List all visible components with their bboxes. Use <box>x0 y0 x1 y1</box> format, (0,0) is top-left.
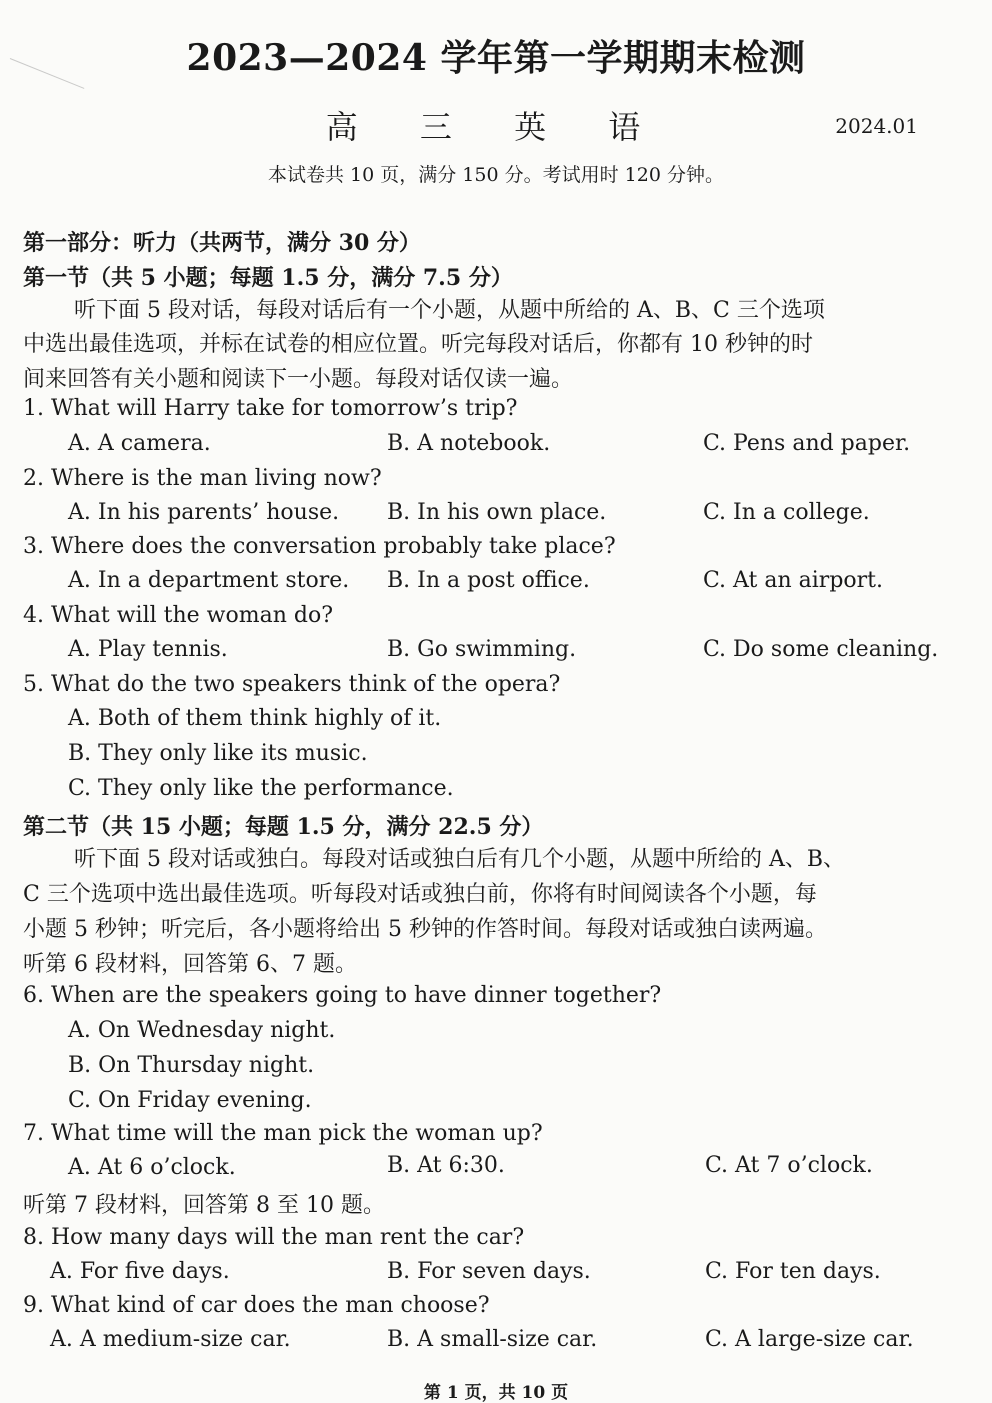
question-9-option-a: A. A medium-size car. <box>50 1327 291 1352</box>
question-3-option-a: A. In a department store. <box>68 568 350 593</box>
question-2-stem: 2. Where is the man living now? <box>23 466 382 491</box>
question-1-option-b: B. A notebook. <box>387 431 551 456</box>
question-1-option-a: A. A camera. <box>68 431 211 456</box>
question-2-option-a: A. In his parents’ house. <box>68 500 340 525</box>
section2-instruction-line: 小题 5 秒钟；听完后，各小题将给出 5 秒钟的作答时间。每段对话或独白读两遍。 <box>23 917 827 942</box>
question-5-option-a: A. Both of them think highly of it. <box>68 706 442 731</box>
question-7-option-b: B. At 6:30. <box>387 1153 505 1178</box>
question-7-option-a: A. At 6 o’clock. <box>68 1155 236 1180</box>
page-number: 第 1 页，共 10 页 <box>423 1383 569 1403</box>
question-7-stem: 7. What time will the man pick the woman up? <box>23 1121 543 1146</box>
question-5-option-c: C. They only like the performance. <box>68 776 454 801</box>
exam-date: 2024.01 <box>835 114 918 138</box>
question-9-option-b: B. A small-size car. <box>387 1327 598 1352</box>
question-6-option-c: C. On Friday evening. <box>68 1088 312 1113</box>
question-8-stem: 8. How many days will the man rent the car? <box>23 1225 525 1250</box>
question-3-option-c: C. At an airport. <box>703 568 883 593</box>
question-4-option-a: A. Play tennis. <box>68 637 228 662</box>
question-8-option-a: A. For five days. <box>50 1259 230 1284</box>
question-9-option-c: C. A large-size car. <box>705 1327 914 1352</box>
section2-instruction-line: C 三个选项中选出最佳选项。听每段对话或独白前，你将有时间阅读各个小题，每 <box>23 882 817 907</box>
question-3-stem: 3. Where does the conversation probably take place? <box>23 534 616 559</box>
question-5-stem: 5. What do the two speakers think of the opera? <box>23 672 561 697</box>
material-7-note: 听第 7 段材料，回答第 8 至 10 题。 <box>23 1193 385 1218</box>
exam-subject: 高 三 英 语 <box>325 108 667 146</box>
question-1-option-c: C. Pens and paper. <box>703 431 911 456</box>
section2-heading: 第二节（共 15 小题；每题 1.5 分，满分 22.5 分） <box>23 814 544 840</box>
question-5-option-b: B. They only like its music. <box>68 741 368 766</box>
question-2-option-c: C. In a college. <box>703 500 870 525</box>
question-1-stem: 1. What will Harry take for tomorrow’s trip? <box>23 396 518 421</box>
section2-instruction-line: 听下面 5 段对话或独白。每段对话或独白后有几个小题，从题中所给的 A、B、 <box>74 847 846 872</box>
section1-instruction-line: 听下面 5 段对话，每段对话后有一个小题，从题中所给的 A、B、C 三个选项 <box>74 298 825 323</box>
part1-heading: 第一部分：听力（共两节，满分 30 分） <box>23 230 421 256</box>
question-6-option-a: A. On Wednesday night. <box>68 1018 336 1043</box>
material-6-note: 听第 6 段材料，回答第 6、7 题。 <box>23 952 357 977</box>
question-8-option-c: C. For ten days. <box>705 1259 881 1284</box>
question-7-option-c: C. At 7 o’clock. <box>705 1153 873 1178</box>
question-9-stem: 9. What kind of car does the man choose? <box>23 1293 490 1318</box>
question-8-option-b: B. For seven days. <box>387 1259 591 1284</box>
section1-heading: 第一节（共 5 小题；每题 1.5 分，满分 7.5 分） <box>23 265 513 291</box>
question-6-stem: 6. When are the speakers going to have dinner together? <box>23 983 662 1008</box>
exam-info: 本试卷共 10 页，满分 150 分。考试用时 120 分钟。 <box>268 164 724 186</box>
question-4-option-b: B. Go swimming. <box>387 637 577 662</box>
question-4-stem: 4. What will the woman do? <box>23 603 334 628</box>
question-3-option-b: B. In a post office. <box>387 568 590 593</box>
section1-instruction-line: 中选出最佳选项，并标在试卷的相应位置。听完每段对话后，你都有 10 秒钟的时 <box>23 332 813 357</box>
section1-instruction-line: 间来回答有关小题和阅读下一小题。每段对话仅读一遍。 <box>23 367 574 392</box>
question-4-option-c: C. Do some cleaning. <box>703 637 939 662</box>
question-2-option-b: B. In his own place. <box>387 500 607 525</box>
question-6-option-b: B. On Thursday night. <box>68 1053 315 1078</box>
exam-title: 2023—2024 学年第一学期期末检测 <box>186 37 806 79</box>
